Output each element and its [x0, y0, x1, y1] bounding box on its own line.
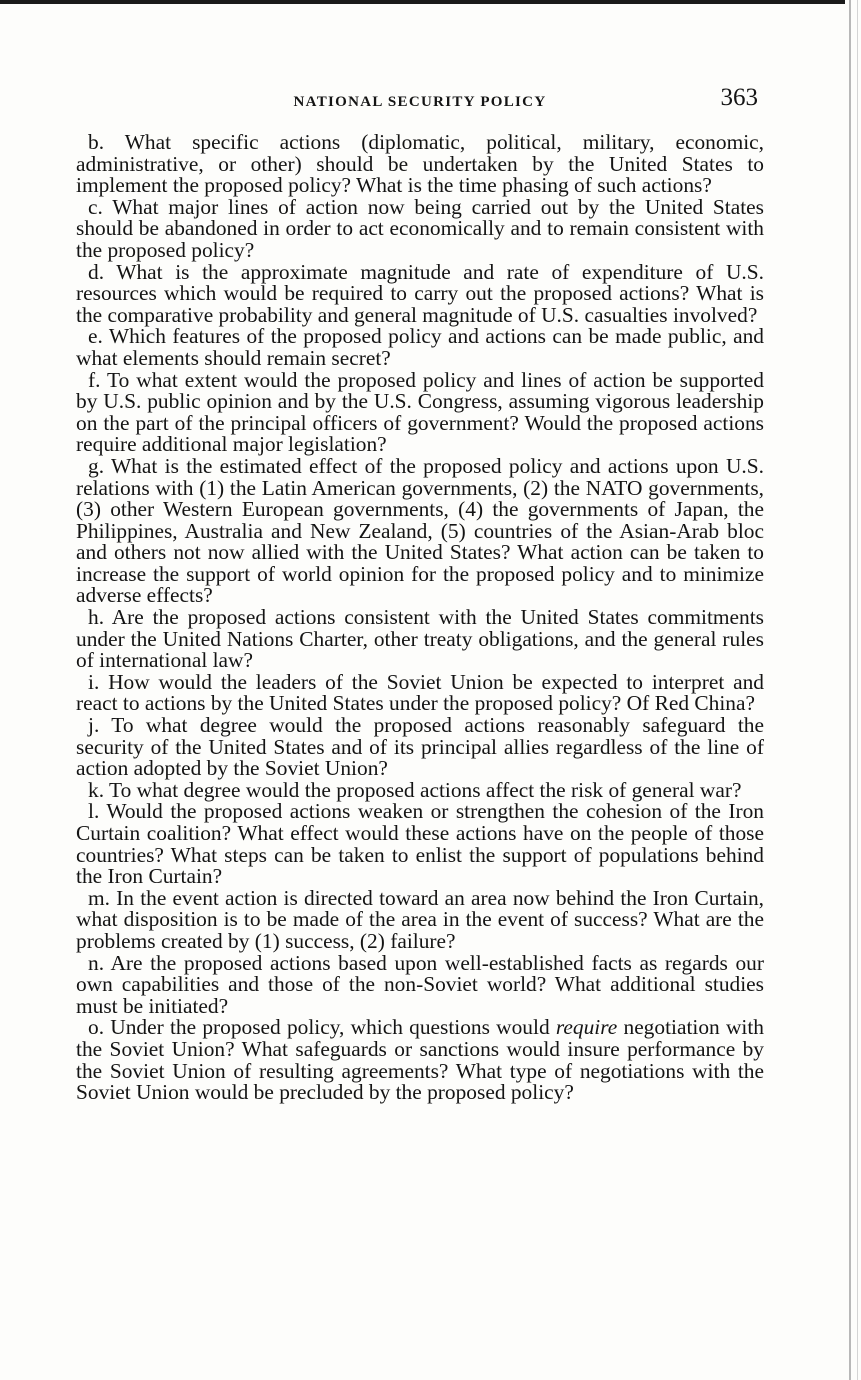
question-j: j. To what degree would the proposed actions reasonably safeguard the security of the United States and of its principal allies regardless of the line of action adopted by the Soviet Union?	[76, 713, 764, 781]
question-e: e. Which features of the proposed policy and actions can be made public, and what elements should remain secret?	[76, 324, 764, 370]
top-edge-rule	[0, 0, 845, 4]
question-k: k. To what degree would the proposed actions affect the risk of general war?	[88, 777, 742, 802]
question-b: b. What specific actions (diplomatic, political, military, economic, administrative, or other) should be undertaken by the United States to implement the proposed policy? What is the time phasing of such actions?	[76, 130, 764, 198]
question-m: m. In the event action is directed toward an area now behind the Iron Curtain, what disposition is to be made of the area in the event of success? What are the problems created by (1) success, (2) failure?	[76, 885, 764, 953]
question-h: h. Are the proposed actions consistent with the United States commitments under the United Nations Charter, other treaty obligations, and the general rules of international law?	[76, 605, 764, 673]
question-c: c. What major lines of action now being carried out by the United States should be abandoned in order to act economically and to remain consistent with the proposed policy?	[76, 194, 764, 262]
question-o-text-before: o. Under the proposed policy, which questions would	[88, 1015, 556, 1040]
question-g: g. What is the estimated effect of the proposed policy and actions upon U.S. relations with (1) the Latin American governments, (2) the NATO governments, (3) other Western European governments, (4) the governments of Japan, the Philippines, Australia and New Zealand, (5) countries of the Asian-Arab bloc and others not now allied with the United States? What action can be taken to increase the support of world opinion for the proposed policy and to minimize adverse effects?	[76, 453, 764, 608]
question-list	[76, 132, 764, 1104]
question-f: f. To what extent would the proposed policy and lines of action be supported by U.S. public opinion and by the U.S. Congress, assuming vigorous leadership on the part of the principal officers of government? Would the proposed actions require additional major legislation?	[76, 367, 764, 457]
book-page	[76, 84, 764, 1104]
question-o-emphasis: require	[555, 1015, 618, 1040]
question-i: i. How would the leaders of the Soviet Union be expected to interpret and react to actions by the United States under the proposed policy? Of Red China?	[76, 669, 764, 716]
page-edge-shadow-outer	[857, 0, 858, 1380]
question-n: n. Are the proposed actions based upon well-established facts as regards our own capabilities and those of the non-Soviet world? What additional studies must be initiated?	[76, 950, 764, 1018]
question-l: l. Would the proposed actions weaken or strengthen the cohesion of the Iron Curtain coalition? What effect would these actions have on the people of those countries? What steps can be taken to enlist the support of populations behind the Iron Curtain?	[76, 799, 764, 889]
page-number: 363	[720, 84, 758, 111]
page-edge-shadow	[849, 0, 851, 1380]
running-head: NATIONAL SECURITY POLICY	[293, 94, 547, 110]
question-o	[76, 1017, 764, 1103]
question-o-text-after: negotiation with the Soviet Union? What safeguards or sanctions would insure performance by the Soviet Union of resulting agreements? What type of negotiations with the Soviet Union would be precluded by the proposed policy?	[76, 1015, 764, 1105]
page-header	[76, 84, 764, 118]
question-d: d. What is the approximate magnitude and rate of expenditure of U.S. resources which would be required to carry out the proposed actions? What is the comparative probability and general magnitude of U.S. casualties involved?	[76, 259, 764, 327]
